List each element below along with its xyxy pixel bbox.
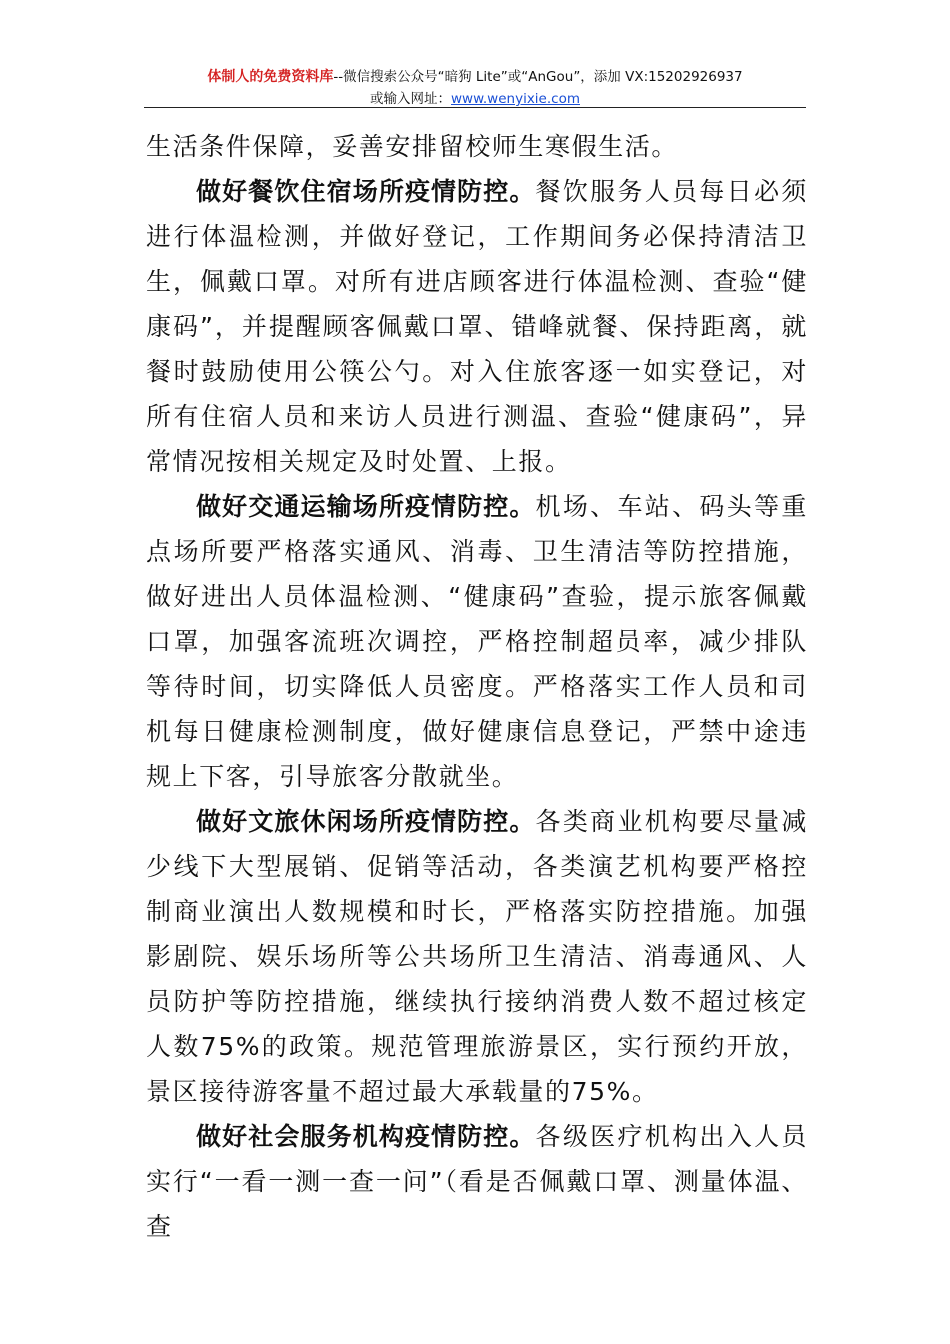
paragraph-catering <box>146 169 808 484</box>
paragraph-heading: 做好社会服务机构疫情防控。 <box>196 1122 536 1151</box>
paragraph-transport <box>146 484 808 799</box>
paragraph-text: 各类商业机构要尽量减少线下大型展销、促销等活动，各类演艺机构要严格控制商业演出人数规模和时长，严格落实防控措施。加强影剧院、娱乐场所等公共场所卫生清洁、消毒通风、人员防护等防控措施，继续执行接纳消费人数不超过核定人数75%的政策。规范管理旅游景区，实行预约开放，景区接待游客量不超过最大承载量的75%。 <box>146 807 808 1106</box>
paragraph-social-services <box>146 1114 808 1249</box>
paragraph-text: 机场、车站、码头等重点场所要严格落实通风、消毒、卫生清洁等防控措施，做好进出人员体温检测、“健康码”查验，提示旅客佩戴口罩，加强客流班次调控，严格控制超员率，减少排队等待时间，切实降低人员密度。严格落实工作人员和司机每日健康检测制度，做好健康信息登记，严禁中途违规上下客，引导旅客分散就坐。 <box>146 492 808 791</box>
paragraph-text: 各级医疗机构出入人员实行“一看一测一查一问”（看是否佩戴口罩、测量体温、查 <box>146 1122 808 1241</box>
page-header <box>144 66 806 110</box>
paragraph-continuation <box>146 124 808 169</box>
header-url-prefix: 或输入网址： <box>370 91 451 107</box>
paragraph-culture-tourism <box>146 799 808 1114</box>
header-url-link[interactable]: www.wenyixie.com <box>451 91 580 107</box>
paragraph-text: 餐饮服务人员每日必须进行体温检测，并做好登记，工作期间务必保持清洁卫生，佩戴口罩。对所有进店顾客进行体温检测、查验“健康码”，并提醒顾客佩戴口罩、错峰就餐、保持距离，就餐时鼓励使用公筷公勺。对入住旅客逐一如实登记，对所有住宿人员和来访人员进行测温、查验“健康码”，异常情况按相关规定及时处置、上报。 <box>146 177 808 476</box>
paragraph-heading: 做好文旅休闲场所疫情防控。 <box>196 807 536 836</box>
header-divider <box>144 107 806 108</box>
paragraph-text: 生活条件保障，妥善安排留校师生寒假生活。 <box>146 132 679 161</box>
paragraph-heading: 做好餐饮住宿场所疫情防控。 <box>196 177 536 206</box>
header-note: --微信搜索公众号“暗狗 Lite”或“AnGou”，添加 VX:15202926937 <box>333 69 743 85</box>
header-brand: 体制人的免费资料库 <box>207 69 334 85</box>
document-body <box>146 124 808 1249</box>
header-line-1 <box>144 66 806 88</box>
paragraph-heading: 做好交通运输场所疫情防控。 <box>196 492 536 521</box>
